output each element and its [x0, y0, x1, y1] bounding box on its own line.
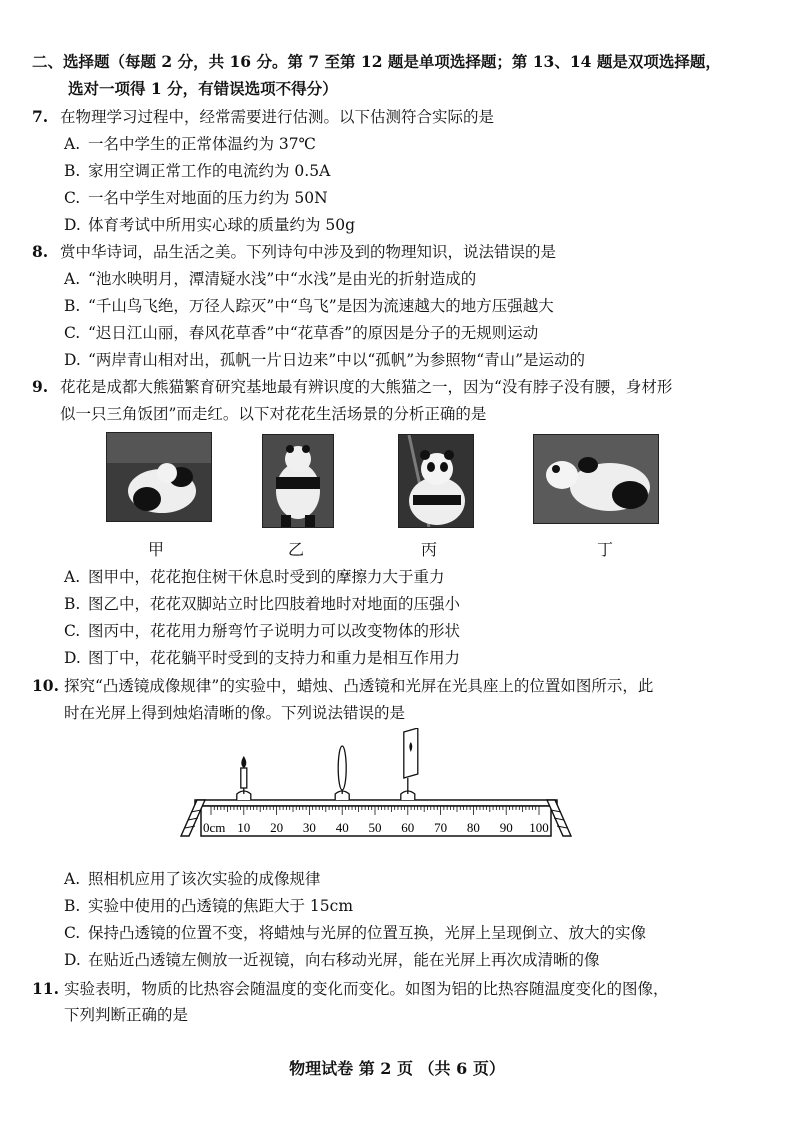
question-number: 7.	[32, 107, 49, 126]
panda-photo-yi	[262, 434, 334, 528]
panda-image	[399, 435, 473, 527]
option-letter: B.	[64, 897, 81, 915]
question-number: 8.	[32, 242, 49, 261]
option-d[interactable]	[64, 949, 600, 971]
option-text: 一名中学生对地面的压力约为 50N	[88, 189, 328, 207]
panda-photo-bing	[398, 434, 474, 528]
question-stem: 在物理学习过程中，经常需要进行估测。以下估测符合实际的是	[60, 108, 495, 126]
option-text: 家用空调正常工作的电流约为 0.5A	[88, 162, 331, 180]
candle-body	[241, 768, 247, 788]
option-letter: A.	[64, 568, 81, 586]
option-letter: C.	[64, 924, 81, 942]
option-b[interactable]	[64, 295, 554, 317]
option-a[interactable]	[64, 268, 476, 290]
convex-lens	[338, 746, 346, 790]
panda-image	[263, 435, 333, 527]
option-b[interactable]	[64, 895, 353, 917]
ruler-label: 10	[237, 820, 251, 835]
caption-jia: 甲	[148, 540, 165, 559]
panda-image	[107, 433, 211, 521]
option-letter: C.	[64, 622, 81, 640]
option-text: 照相机应用了该次实验的成像规律	[88, 870, 321, 888]
option-d[interactable]	[64, 647, 460, 669]
ruler-label: 70	[434, 820, 448, 835]
question-stem: 赏中华诗词，品生活之美。下列诗句中涉及到的物理知识，说法错误的是	[60, 243, 557, 261]
section-heading-cont: 选对一项得 1 分，有错误选项不得分）	[68, 79, 338, 98]
option-letter: A.	[64, 870, 81, 888]
ruler-label: 0cm	[203, 820, 226, 835]
option-letter: D.	[64, 951, 81, 969]
option-letter: B.	[64, 595, 81, 613]
option-a[interactable]	[64, 133, 316, 155]
option-text: 图丁中，花花躺平时受到的支持力和重力是相互作用力	[88, 649, 461, 667]
option-text: “两岸青山相对出，孤帆一片日边来”中以“孤帆”为参照物“青山”是运动的	[88, 351, 586, 369]
option-b[interactable]	[64, 593, 460, 615]
page-footer: 物理试卷 第 2 页 （共 6 页）	[289, 1059, 505, 1078]
option-c[interactable]	[64, 620, 460, 642]
question-stem: 实验表明，物质的比热容会随温度的变化而变化。如图为铝的比热容随温度变化的图像，	[64, 980, 669, 998]
option-text: 图丙中，花花用力掰弯竹子说明力可以改变物体的形状	[88, 622, 461, 640]
question-stem-cont: 似一只三角饭团”而走红。以下对花花生活场景的分析正确的是	[60, 405, 487, 423]
panda-photo-ding	[533, 434, 659, 524]
ruler-label: 50	[368, 820, 382, 835]
ruler-label: 20	[270, 820, 284, 835]
option-c[interactable]	[64, 187, 328, 209]
panda-photo-jia	[106, 432, 212, 522]
caption-bing: 丙	[421, 540, 438, 559]
caption-ding: 丁	[597, 540, 614, 559]
option-a[interactable]	[64, 868, 321, 890]
option-letter: D.	[64, 216, 81, 234]
option-d[interactable]	[64, 349, 585, 371]
ruler-label: 40	[335, 820, 349, 835]
ruler-label: 30	[302, 820, 316, 835]
question-stem: 探究“凸透镜成像规律”的实验中，蜡烛、凸透镜和光屏在光具座上的位置如图所示，此	[64, 677, 654, 695]
option-c[interactable]	[64, 322, 538, 344]
option-letter: D.	[64, 351, 81, 369]
ruler-label: 60	[401, 820, 415, 835]
option-c[interactable]	[64, 922, 646, 944]
ruler-label: 90	[499, 820, 513, 835]
option-letter: B.	[64, 162, 81, 180]
option-text: 体育考试中所用实心球的质量约为 50g	[88, 216, 356, 234]
section-heading: 二、选择题（每题 2 分，共 16 分。第 7 至第 12 题是单项选择题；第 13、14 题是双项选择题，	[32, 52, 721, 71]
option-letter: C.	[64, 189, 81, 207]
ruler-label: 100	[529, 820, 549, 835]
ruler-label: 80	[466, 820, 480, 835]
option-letter: C.	[64, 324, 81, 342]
option-a[interactable]	[64, 566, 445, 588]
light-screen	[404, 728, 418, 778]
question-stem-cont: 下列判断正确的是	[64, 1006, 189, 1024]
option-text: “千山鸟飞绝，万径人踪灭”中“鸟飞”是因为流速越大的地方压强越大	[88, 297, 554, 315]
option-text: 图乙中，花花双脚站立时比四肢着地时对地面的压强小	[88, 595, 461, 613]
option-text: 保持凸透镜的位置不变，将蜡烛与光屏的位置互换，光屏上呈现倒立、放大的实像	[88, 924, 647, 942]
option-letter: D.	[64, 649, 81, 667]
option-letter: A.	[64, 270, 81, 288]
option-text: 一名中学生的正常体温约为 37℃	[88, 135, 316, 153]
option-b[interactable]	[64, 160, 330, 182]
option-letter: B.	[64, 297, 81, 315]
option-text: “池水映明月，潭清疑水浅”中“水浅”是由光的折射造成的	[88, 270, 477, 288]
option-text: “迟日江山丽，春风花草香”中“花草香”的原因是分子的无规则运动	[88, 324, 539, 342]
question-number: 10.	[32, 676, 59, 695]
candle-flame	[241, 756, 246, 768]
question-number: 9.	[32, 377, 49, 396]
option-letter: A.	[64, 135, 81, 153]
question-number: 11.	[32, 979, 59, 998]
question-stem: 花花是成都大熊猫繁育研究基地最有辨识度的大熊猫之一，因为“没有脖子没有腰，身材形	[60, 378, 673, 396]
option-text: 图甲中，花花抱住树干休息时受到的摩擦力大于重力	[88, 568, 445, 586]
question-stem-cont: 时在光屏上得到烛焰清晰的像。下列说法错误的是	[64, 704, 406, 722]
option-text: 在贴近凸透镜左侧放一近视镜，向右移动光屏，能在光屏上再次成清晰的像	[88, 951, 600, 969]
option-d[interactable]	[64, 214, 355, 236]
caption-yi: 乙	[288, 540, 305, 559]
panda-image	[534, 435, 658, 523]
optical-bench-diagram	[175, 728, 580, 840]
bench-rail	[195, 800, 557, 806]
option-text: 实验中使用的凸透镜的焦距大于 15cm	[88, 897, 354, 915]
